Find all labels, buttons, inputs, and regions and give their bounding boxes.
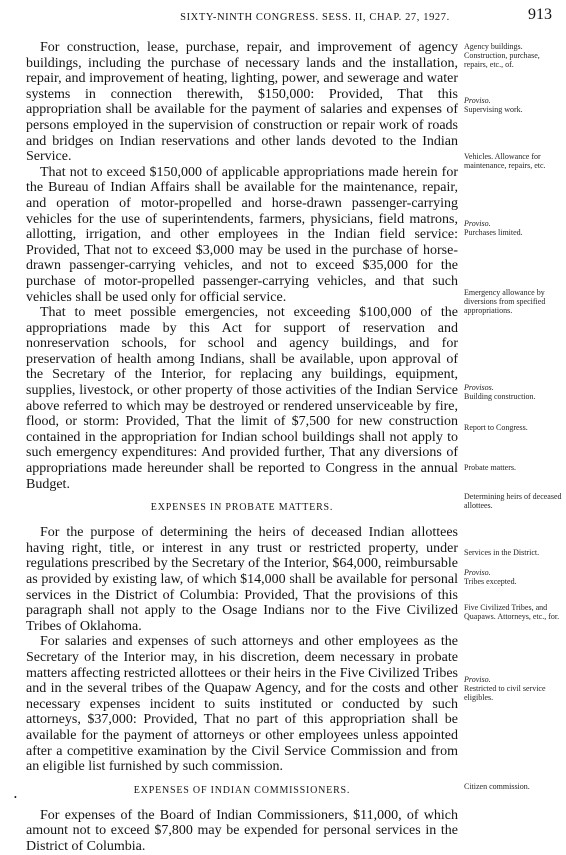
paragraph-emergencies: That to meet possible emergencies, not exceeding $100,000 of the appropriations made by this Act for support of reservation and nonreservation schools, for school and agency buildings, and for preservation of health among Indians, shall be available, upon approval of the Secretary of the Interior, for replacing any buildings, equipment, supplies, livestock, or other property of those activities of the Indian Service above referred to which may be destroyed or rendered unserviceable by fire, flood, or storm: Provided, That the limit of $7,500 for new construction contained in the appropriation for Indian school buildings shall not apply to such emergency expenditures: And provided further, That any diversions of appropriations made hereunder shall be reported to Congress in the annual Budget. <box>26 305 458 492</box>
paragraph-attorneys: For salaries and expenses of such attorneys and other employees as the Secretary of the Interior may, in his discretion, deem necessary in probate matters affecting restricted allottees or their heirs in the Five Civilized Tribes and in the several tribes of the Quapaw Agency, and for the costs and other necessary expenses incident to suits instituted or conducted by such attorneys, $37,000: Provided, That no part of this appropriation shall be available for the payment of attorneys or other employees unless appointed after a competitive examination by the Civil Service Commission and from an eligible list furnished by such commission. <box>26 634 458 775</box>
section-heading-probate: EXPENSES IN PROBATE MATTERS. <box>150 502 334 514</box>
margin-note-vehicles: Vehicles. Allowance for maintenance, repairs, etc. <box>464 152 546 170</box>
margin-note-civil-service: Proviso. Restricted to civil service eligibles. <box>464 675 546 702</box>
paragraph-board-commissioners: For expenses of the Board of Indian Commissioners, $11,000, of which amount not to exceed $7,800 may be expended for personal services in the District of Columbia. <box>26 807 458 854</box>
margin-note-building-construction: Provisos. Building construction. <box>464 383 536 401</box>
margin-note-services-district: Services in the District. <box>464 548 540 557</box>
margin-note-report-to-congress: Report to Congress. <box>464 423 528 432</box>
section-heading-commissioners: EXPENSES OF INDIAN COMMISSIONERS. <box>133 784 351 796</box>
paragraph-vehicles: That not to exceed $150,000 of applicable appropriations made herein for the Bureau of Indian Affairs shall be available for the maintenance, repair, and operation of motor-propelled and horse-drawn passenger-carrying vehicles for the use of superintendents, farmers, physicians, field matrons, allotting, irrigation, and other employees in the Indian field service: Provided, That not to exceed $3,000 may be used in the purchase of horse-drawn passenger-carrying vehicles, and not to exceed $35,000 for the purchase of motor-propelled passenger-carrying vehicles, and that such vehicles shall be used only for official service. <box>26 164 458 305</box>
margin-note-emergency-allowance: Emergency allowance by diversions from specified appropriations. <box>464 288 546 315</box>
margin-note-citizen-commission: Citizen commission. <box>464 782 530 791</box>
paragraph-determining-heirs: For the purpose of determining the heirs of deceased Indian allottees having right, title, or interest in any trust or restricted property, under regulations prescribed by the Secretary of the Interior, $64,000, reimbursable as provided by existing law, of which $14,000 shall be available for personal services in the District of Columbia: Provided, That the provisions of this paragraph shall not apply to the Osage Indians nor to the Five Civilized Tribes of Oklahoma. <box>26 525 458 634</box>
margin-note-determining-heirs: Determining heirs of deceased allottees. <box>464 492 562 510</box>
margin-note-agency-buildings: Agency buildings. Construction, purchase, repairs, etc., of. <box>464 42 540 69</box>
margin-note-purchases-limited: Proviso. Purchases limited. <box>464 219 523 237</box>
paragraph-agency-buildings: For construction, lease, purchase, repair, and improvement of agency buildings, including the purchase of necessary lands and the installation, repair, and improvement of heating, lighting, power, and sewerage and water systems in connection therewith, $150,000: Provided, That this appropriation shall be available for the payment of salaries and expenses of persons employed in the supervision of construction or repair work of roads and bridges on Indian reservations and other lands devoted to the Indian Service. <box>26 40 458 165</box>
margin-note-probate-matters: Probate matters. <box>464 463 516 472</box>
margin-note-five-civilized-tribes: Five Civilized Tribes, and Quapaws. Attorneys, etc., for. <box>464 603 560 621</box>
margin-notes <box>464 0 564 838</box>
body-text <box>26 40 458 855</box>
stray-mark: • <box>14 793 17 802</box>
running-head: SIXTY-NINTH CONGRESS. SESS. II, CHAP. 27, 1927. <box>180 12 450 23</box>
margin-note-supervising-work: Proviso. Supervising work. <box>464 96 523 114</box>
page-number: 913 <box>528 6 552 23</box>
margin-note-tribes-excepted: Proviso. Tribes excepted. <box>464 568 517 586</box>
